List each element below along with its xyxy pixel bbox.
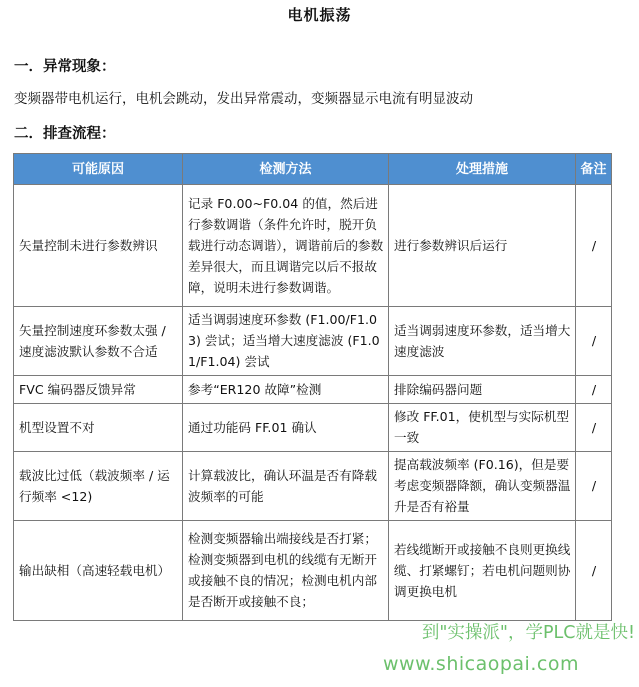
cell-method: 参考“ER120 故障”检测 <box>183 376 389 404</box>
page-title: 电机振荡 <box>287 6 352 24</box>
cell-note: / <box>576 376 612 404</box>
cell-cause: 矢量控制速度环参数太强 / 速度滤波默认参数不合适 <box>14 307 183 376</box>
cell-action: 提高载波频率 (F0.16)，但是要考虑变频器降额，确认变频器温升是否有裕量 <box>389 452 576 521</box>
cell-action: 修改 FF.01，使机型与实际机型一致 <box>389 404 576 452</box>
cell-action: 进行参数辨识后运行 <box>389 185 576 307</box>
troubleshooting-table <box>13 153 612 621</box>
table-row <box>14 404 612 452</box>
cell-cause: 机型设置不对 <box>14 404 183 452</box>
cell-method: 适当调弱速度环参数 (F1.00/F1.03) 尝试；适当增大速度滤波 (F1.01/F1.04) 尝试 <box>183 307 389 376</box>
cell-method: 计算载波比，确认环温是否有降载波频率的可能 <box>183 452 389 521</box>
watermark-slogan: 到"实操派"，学PLC就是快! <box>421 623 635 643</box>
cell-note: / <box>576 185 612 307</box>
cell-note: / <box>576 452 612 521</box>
watermark-url: www.shicaopai.com <box>383 653 579 675</box>
cell-note: / <box>576 307 612 376</box>
section-heading-symptom: 一．异常现象： <box>14 59 116 75</box>
cell-note: / <box>576 404 612 452</box>
cell-cause: 矢量控制未进行参数辨识 <box>14 185 183 307</box>
section-heading-process: 二．排查流程： <box>14 126 116 142</box>
cell-method: 通过功能码 FF.01 确认 <box>183 404 389 452</box>
cell-cause: 输出缺相（高速轻载电机） <box>14 521 183 621</box>
table-header-row <box>14 154 612 185</box>
table-row <box>14 376 612 404</box>
cell-method: 检测变频器输出端接线是否打紧；检测变频器到电机的线缆有无断开或接触不良的情况；检测电机内部是否断开或接触不良； <box>183 521 389 621</box>
cell-action: 排除编码器问题 <box>389 376 576 404</box>
header-action: 处理措施 <box>389 154 576 185</box>
table-row <box>14 185 612 307</box>
cell-cause: FVC 编码器反馈异常 <box>14 376 183 404</box>
table-row <box>14 521 612 621</box>
cell-method: 记录 F0.00~F0.04 的值，然后进行参数调谐（条件允许时，脱开负载进行动态调谐），调谐前后的参数差异很大，而且调谐完以后不报故障，说明未进行参数调谐。 <box>183 185 389 307</box>
table-row <box>14 452 612 521</box>
cell-cause: 载波比过低（载波频率 / 运行频率 <12) <box>14 452 183 521</box>
header-cause: 可能原因 <box>14 154 183 185</box>
header-method: 检测方法 <box>183 154 389 185</box>
table-row <box>14 307 612 376</box>
cell-action: 适当调弱速度环参数，适当增大速度滤波 <box>389 307 576 376</box>
cell-action: 若线缆断开或接触不良则更换线缆、打紧螺钉；若电机问题则协调更换电机 <box>389 521 576 621</box>
header-note: 备注 <box>576 154 612 185</box>
cell-note: / <box>576 521 612 621</box>
symptom-text: 变频器带电机运行，电机会跳动，发出异常震动，变频器显示电流有明显波动 <box>14 91 473 107</box>
